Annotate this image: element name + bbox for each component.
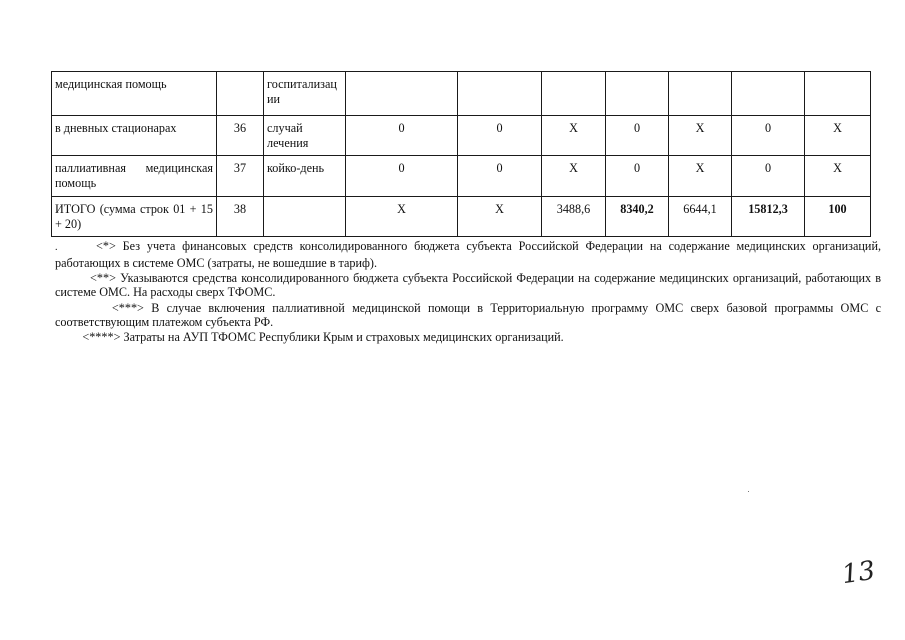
- value-cell: Х: [458, 197, 542, 237]
- row-name: паллиативная медицинская помощь: [52, 156, 217, 197]
- value-cell: Х: [805, 156, 871, 197]
- value-cell: [669, 72, 732, 116]
- value-cell: 0: [458, 116, 542, 156]
- value-cell: Х: [346, 197, 458, 237]
- bullet-dot: .: [55, 242, 58, 253]
- row-name: ИТОГО (сумма строк 01 + 15 + 20): [52, 197, 217, 237]
- value-cell: [805, 72, 871, 116]
- footnote: [55, 330, 881, 345]
- value-cell: 0: [458, 156, 542, 197]
- row-number: 37: [217, 156, 264, 197]
- value-cell: [606, 72, 669, 116]
- value-cell: Х: [669, 156, 732, 197]
- value-cell: Х: [805, 116, 871, 156]
- row-name: медицинская помощь: [52, 72, 217, 116]
- handwritten-page-number: 13: [840, 555, 878, 591]
- value-cell: [542, 72, 606, 116]
- value-cell: 3488,6: [542, 197, 606, 237]
- value-cell: Х: [669, 116, 732, 156]
- value-cell: 15812,3: [732, 197, 805, 237]
- value-cell: 6644,1: [669, 197, 732, 237]
- value-cell: [458, 72, 542, 116]
- footnote-text: <****> Затраты на АУП ТФОМС Республики Крым и страховых медицинских организаций.: [82, 330, 564, 345]
- value-cell: 0: [732, 116, 805, 156]
- scan-speck: [748, 491, 749, 492]
- value-cell: 0: [606, 116, 669, 156]
- row-number: 36: [217, 116, 264, 156]
- value-cell: 0: [732, 156, 805, 197]
- footnote: [55, 301, 881, 330]
- footnote-text: <***> В случае включения паллиативной медицинской помощи в Территориальную программу ОМС сверх базовой программы ОМС с соответствующим платежом субъекта РФ.: [55, 300, 882, 330]
- financing-table: [51, 71, 871, 237]
- value-cell: 0: [346, 156, 458, 197]
- row-number: [217, 72, 264, 116]
- value-cell: 0: [346, 116, 458, 156]
- value-cell: 100: [805, 197, 871, 237]
- unit-cell: [264, 197, 346, 237]
- value-cell: Х: [542, 156, 606, 197]
- footnote: [55, 271, 881, 300]
- row-name: в дневных стационарах: [52, 116, 217, 156]
- value-cell: 8340,2: [606, 197, 669, 237]
- value-cell: Х: [542, 116, 606, 156]
- footnote-text: <**> Указываются средства консолидированного бюджета субъекта Российской Федерации на содержание медицинских организаций, работающих в системе ОМС. На расходы сверх ТФОМС.: [55, 270, 881, 300]
- table-row: [52, 116, 871, 156]
- unit-cell: случай лечения: [264, 116, 346, 156]
- table-row: [52, 72, 871, 116]
- value-cell: 0: [606, 156, 669, 197]
- value-cell: [346, 72, 458, 116]
- table-row: [52, 156, 871, 197]
- unit-cell: койко-день: [264, 156, 346, 197]
- unit-cell: госпитализации: [264, 72, 346, 116]
- footnote: [55, 239, 881, 270]
- row-number: 38: [217, 197, 264, 237]
- table-row-total: [52, 197, 871, 237]
- value-cell: [732, 72, 805, 116]
- footnote-text: <*> Без учета финансовых средств консолидированного бюджета субъекта Российской Федерации на содержание медицинских организаций, работающих в системе ОМС (затраты, не вошедшие в тариф).: [55, 239, 882, 270]
- footnotes: [55, 239, 881, 346]
